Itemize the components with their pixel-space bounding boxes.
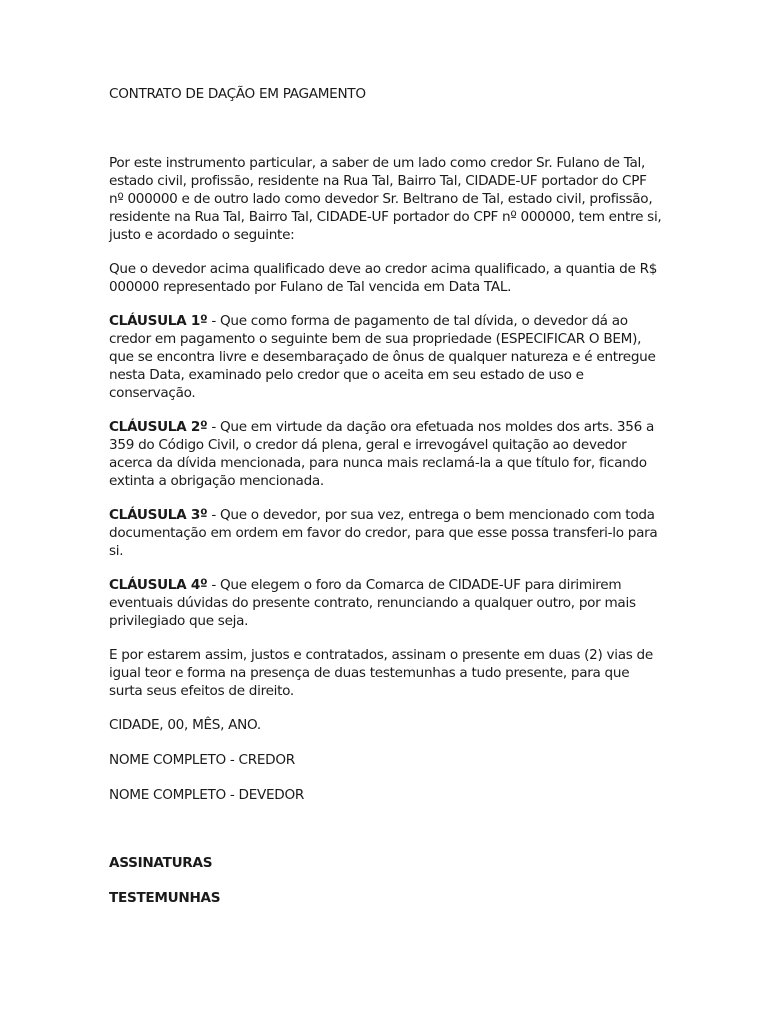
clause-4-text: - Que elegem o foro da Comarca de CIDADE-UF para dirimirem eventuais dúvidas do presente contrato, renunciando a qualquer outro, por mais privilegiado que seja. bbox=[109, 577, 636, 629]
clause-1-text: - Que como forma de pagamento de tal dívida, o devedor dá ao credor em pagamento o seguinte bem de sua propriedade (ESPECIFICAR O BEM), que se encontra livre e desembaraçado de ônus de qualquer natureza e é entregue nesta Data, examinado pelo credor que o aceita em seu estado de uso e conservação. bbox=[109, 313, 656, 401]
clause-3-label: CLÁUSULA 3º bbox=[109, 507, 208, 523]
creditor-name: NOME COMPLETO - CREDOR bbox=[109, 752, 295, 768]
witnesses-heading: TESTEMUNHAS bbox=[109, 890, 221, 906]
clause-4-label: CLÁUSULA 4º bbox=[109, 577, 208, 593]
clause-2 bbox=[109, 418, 663, 490]
intro-paragraph: Por este instrumento particular, a saber de um lado como credor Sr. Fulano de Tal, estado civil, profissão, residente na Rua Tal, Bairro Tal, CIDADE-UF portador do CPF nº 000000 e de outro lado como devedor Sr. Beltrano de Tal, estado civil, profissão, residente na Rua Tal, Bairro Tal, CIDADE-UF portador do CPF nº 000000, tem entre si, justo e acordado o seguinte: bbox=[109, 155, 662, 243]
signatures-heading: ASSINATURAS bbox=[109, 855, 213, 871]
document-body bbox=[109, 154, 663, 821]
document-title: CONTRATO DE DAÇÃO EM PAGAMENTO bbox=[109, 86, 366, 102]
debt-paragraph: Que o devedor acima qualificado deve ao credor acima qualificado, a quantia de R$ 000000 representado por Fulano de Tal vencida em Data TAL. bbox=[109, 261, 658, 295]
clause-4 bbox=[109, 576, 663, 630]
clause-1 bbox=[109, 312, 663, 402]
clause-3 bbox=[109, 506, 663, 560]
clause-1-label: CLÁUSULA 1º bbox=[109, 313, 208, 329]
clause-2-label: CLÁUSULA 2º bbox=[109, 419, 208, 435]
clause-3-text: - Que o devedor, por sua vez, entrega o bem mencionado com toda documentação em ordem em favor do credor, para que esse possa transferi-lo para si. bbox=[109, 507, 658, 559]
clause-2-text: - Que em virtude da dação ora efetuada nos moldes dos arts. 356 a 359 do Código Civil, o credor dá plena, geral e irrevogável quitação ao devedor acerca da dívida mencionada, para nunca mais reclamá-la a que título for, ficando extinta a obrigação mencionada. bbox=[109, 419, 654, 489]
place-date: CIDADE, 00, MÊS, ANO. bbox=[109, 717, 261, 733]
closing-paragraph: E por estarem assim, justos e contratados, assinam o presente em duas (2) vias de igual teor e forma na presença de duas testemunhas a tudo presente, para que surta seus efeitos de direito. bbox=[109, 647, 653, 699]
debtor-name: NOME COMPLETO - DEVEDOR bbox=[109, 787, 304, 803]
